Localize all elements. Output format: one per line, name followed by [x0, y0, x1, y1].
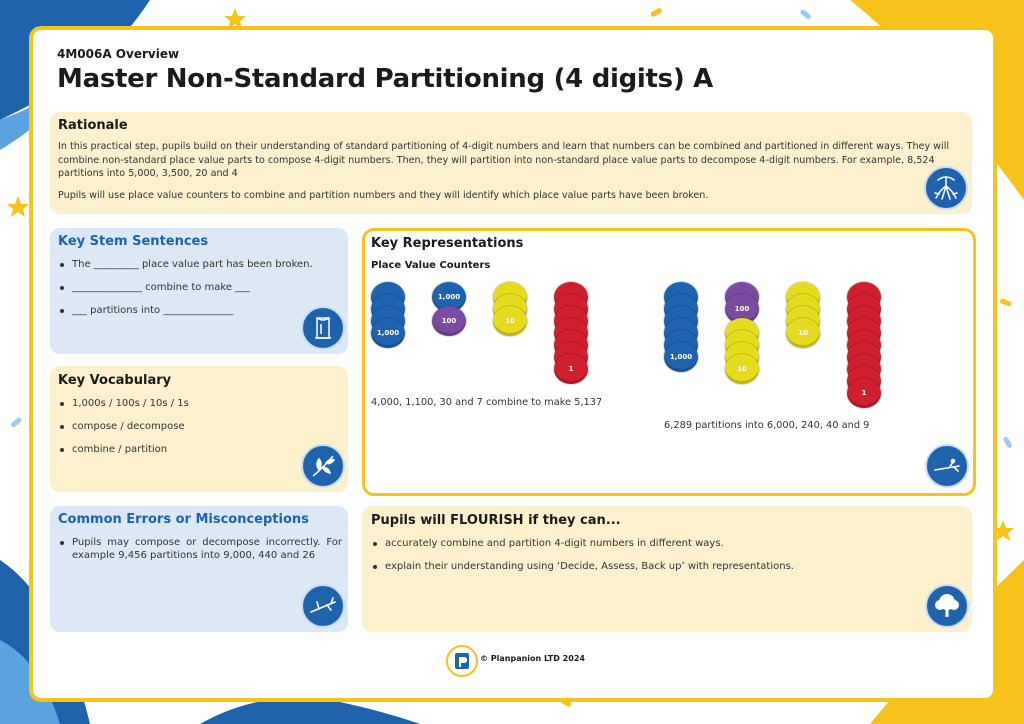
- place-value-counter: 10: [493, 306, 527, 336]
- right-caption: 6,289 partitions into 6,000, 240, 40 and 9: [664, 420, 870, 431]
- roots-icon: [924, 166, 968, 210]
- rationale-heading: Rationale: [58, 118, 128, 133]
- rationale-paragraph-1: In this practical step, pupils build on their understanding of standard partitioning of 4-digit numbers and learn that numbers can be combined and partitioned in different ways. They will combine non-standard place value parts to compose 4-digit numbers. Then, they will partition into non-standard place value parts to decompose 4-digit numbers. For example, 8,524 partitions into 5,000, 3,500, 20 and 4: [58, 141, 950, 179]
- vocabulary-item: combine / partition: [58, 443, 318, 456]
- twig-icon: [925, 444, 969, 488]
- tree-trunk-icon: [301, 306, 345, 350]
- leaves-icon: [301, 444, 345, 488]
- branch-icon: [301, 584, 345, 628]
- place-value-counter: 100: [725, 294, 759, 324]
- flourish-list: [371, 537, 931, 583]
- place-value-counter: 1,000: [371, 318, 405, 348]
- flourish-heading: Pupils will FLOURISH if they can...: [371, 513, 621, 528]
- rationale-paragraph-2: Pupils will use place value counters to combine and partition numbers and they will identify which place value parts have been broken.: [58, 190, 709, 201]
- representations-heading: Key Representations: [371, 236, 524, 251]
- errors-list: [58, 536, 342, 572]
- tree-icon: [925, 584, 969, 628]
- place-value-counter: 10: [786, 318, 820, 348]
- vocabulary-item: 1,000s / 100s / 10s / 1s: [58, 397, 318, 410]
- place-value-counter: 1: [847, 378, 881, 408]
- place-value-counter: 1,000: [432, 282, 466, 312]
- errors-heading: Common Errors or Misconceptions: [58, 512, 309, 527]
- vocabulary-item: compose / decompose: [58, 420, 318, 433]
- stem-sentence: The _________ place value part has been broken.: [58, 258, 318, 271]
- stem-sentences-heading: Key Stem Sentences: [58, 234, 209, 249]
- stem-sentence: ___ partitions into ______________: [58, 304, 318, 317]
- footer-copyright: © Planpanion LTD 2024: [480, 654, 585, 663]
- error-item: Pupils may compose or decompose incorrectly. For example 9,456 partitions into 9,000, 440 and 26: [58, 536, 342, 562]
- vocabulary-heading: Key Vocabulary: [58, 373, 172, 388]
- flourish-item: explain their understanding using ‘Decide, Assess, Back up’ with representations.: [371, 560, 931, 573]
- left-caption: 4,000, 1,100, 30 and 7 combine to make 5,137: [371, 397, 603, 408]
- representations-subheading: Place Value Counters: [371, 260, 491, 271]
- flourish-item: accurately combine and partition 4-digit numbers in different ways.: [371, 537, 931, 550]
- stem-sentences-list: [58, 258, 318, 327]
- vocabulary-list: [58, 397, 318, 466]
- stem-sentence: ______________ combine to make ___: [58, 281, 318, 294]
- place-value-counter: 10: [725, 354, 759, 384]
- page-title: Master Non-Standard Partitioning (4 digits) A: [57, 64, 714, 94]
- planpanion-logo: [446, 645, 478, 677]
- place-value-counter: 100: [432, 306, 466, 336]
- place-value-counter: 1: [554, 354, 588, 384]
- lesson-code: 4M006A Overview: [57, 47, 180, 61]
- place-value-counter: 1,000: [664, 342, 698, 372]
